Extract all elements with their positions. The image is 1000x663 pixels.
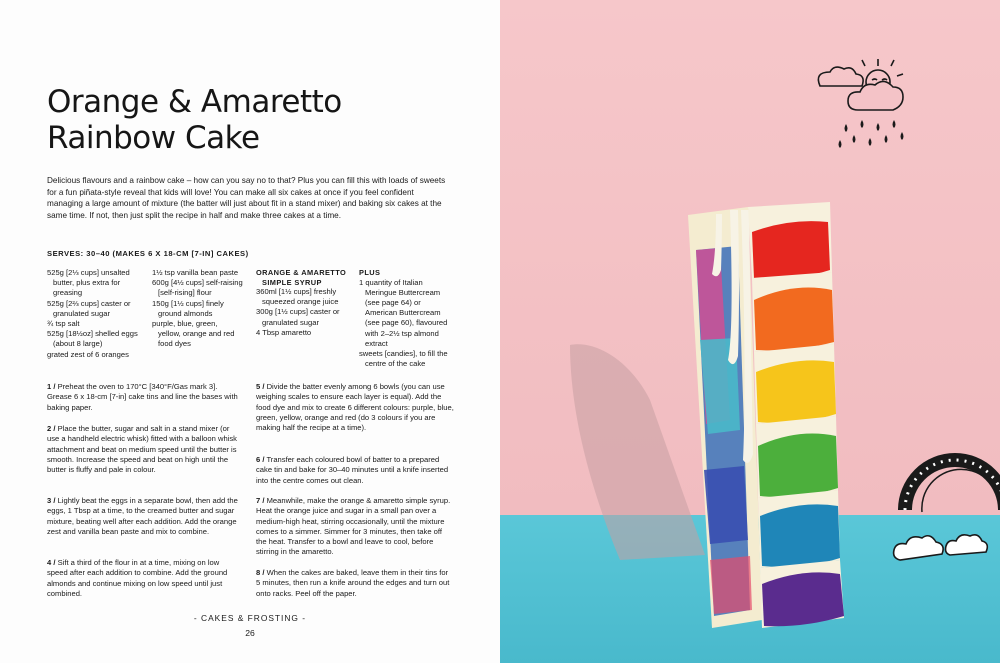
step-number: 1 /	[47, 382, 56, 391]
step-text: Preheat the oven to 170°C [340°F/Gas mark 3]. Grease 6 x 18-cm [7-in] cake tins and line the bases with baking paper.	[47, 382, 238, 412]
step-number: 8 /	[256, 568, 265, 577]
cake-layer-blue	[760, 504, 840, 567]
step-text: Sift a third of the flour in at a time, mixing on low speed after each addition to combine. Add the ground almonds and continue mixing on low speed until just combined.	[47, 558, 228, 598]
rain-drops	[839, 120, 904, 148]
method-step-4	[47, 558, 242, 599]
ingredient-line: with 2–2½ tsp almond	[365, 328, 439, 338]
step-number: 4 /	[47, 558, 56, 567]
cake-photo	[500, 0, 1000, 663]
ingredient-line: squeezed orange juice	[262, 297, 339, 307]
ingredient-line: [self-rising] flour	[158, 288, 212, 298]
step-text: Lightly beat the eggs in a separate bowl, then add the eggs, 1 Tbsp at a time, to the creamed butter and sugar mixture, beating well after each addition. Add the orange zest and vanilla bean paste and mix to combine.	[47, 496, 238, 536]
ingredients-column-3	[256, 268, 358, 338]
method-step-8	[256, 568, 454, 599]
ingredient-line: sweets [candies], to fill the	[359, 348, 448, 358]
recipe-title	[47, 84, 342, 156]
ingredient-line: centre of the cake	[365, 359, 426, 369]
ingredient-line: 150g [1½ cups] finely	[152, 298, 224, 308]
rain-cloud-doodle	[818, 59, 903, 110]
rainbow-cake-slice	[688, 202, 844, 628]
cake-layer-green	[758, 434, 838, 497]
section-footer: - CAKES & FROSTING -	[193, 613, 307, 623]
method-step-5	[256, 382, 454, 433]
ingredient-line: (see page 60), flavoured	[365, 318, 448, 328]
ingredient-line: butter, plus extra for	[53, 278, 121, 288]
ingredient-line: (about 8 large)	[53, 339, 103, 349]
ingredient-line: American Buttercream	[365, 308, 441, 318]
ingredients-column-2	[152, 268, 257, 350]
cake-shadow	[570, 344, 705, 560]
syrup-heading-line-2: SIMPLE SYRUP	[262, 277, 322, 287]
ingredient-line: 1 quantity of Italian	[359, 277, 423, 287]
method-step-6	[256, 455, 454, 486]
ingredient-line: 525g [2⅓ cups] unsalted	[47, 268, 130, 277]
cake-layer-orange	[754, 288, 834, 351]
cake-layer-purple	[762, 572, 844, 626]
plus-heading: PLUS	[359, 268, 381, 277]
step-text: Meanwhile, make the orange & amaretto simple syrup. Heat the orange juice and sugar in a small pan over a medium-high heat, stirring occasionally, until the mixture comes to a simmer. Simmer for 3 minutes, then take off the heat. Transfer to a bowl and leave to cool, before stirring in the amaretto.	[256, 496, 451, 557]
title-line-2: Rainbow Cake	[47, 120, 260, 156]
step-text: Place the butter, sugar and salt in a stand mixer (or use a handheld electric whisk) fitted with a balloon whisk attachment and beat on medium speed until the butter is smooth. Increase the speed and beat on high until the butter is fluffy and pale in colour.	[47, 424, 237, 475]
ingredient-line: 600g [4½ cups] self-raising	[152, 278, 243, 288]
ingredient-line: food dyes	[158, 339, 191, 349]
ingredient-line: yellow, orange and red	[158, 329, 235, 339]
ingredient-line: granulated sugar	[53, 308, 110, 318]
method-step-7	[256, 496, 454, 558]
recipe-intro: Delicious flavours and a rainbow cake – how can you say no to that? Plus you can fill this with loads of sweets for a fun piñata-style reveal that kids will love! You can make all six cakes at once if you feel confident managing a large amount of mixture (the batter will just about fit in a stand mixer) and baking six cakes at the same time. If not, then just split the recipe in half and make three cakes at a time.	[47, 176, 446, 220]
rainbow-doodle	[894, 460, 1000, 560]
ingredient-line: 525g [2⅔ cups] caster or	[47, 298, 131, 308]
step-text: Transfer each coloured bowl of batter to a prepared cake tin and bake for 30–40 minutes until a knife inserted into the centre comes out clean.	[256, 455, 449, 485]
photo-illustration	[500, 0, 1000, 663]
step-number: 6 /	[256, 455, 265, 464]
ingredient-line: 360ml [1½ cups] freshly	[256, 287, 337, 296]
step-number: 5 /	[256, 382, 265, 391]
method-step-1	[47, 382, 242, 413]
ingredients-column-1	[47, 268, 155, 360]
step-number: 3 /	[47, 496, 56, 505]
cake-layer-red	[752, 221, 830, 279]
ingredient-line: ground almonds	[158, 308, 213, 318]
ingredient-line: (see page 64) or	[365, 297, 421, 307]
ingredient-line: greasing	[53, 288, 83, 298]
step-number: 7 /	[256, 496, 265, 505]
ingredient-line: 4 Tbsp amaretto	[256, 327, 312, 337]
step-number: 2 /	[47, 424, 56, 433]
ingredient-line: grated zest of 6 oranges	[47, 349, 129, 359]
syrup-heading-line-1: ORANGE & AMARETTO	[256, 268, 347, 277]
step-text: Divide the batter evenly among 6 bowls (you can use weighing scales to ensure each layer is equal). Add the food dye and mix to create 6 different colours: purple, blue, green, yellow, orange and red (do 3 colours if you are making half the recipe at a time).	[256, 382, 454, 433]
page-number: 26	[245, 628, 255, 638]
cake-layer-yellow	[756, 360, 836, 423]
ingredient-line: 525g [18½oz] shelled eggs	[47, 329, 138, 339]
serves-line: SERVES: 30–40 (MAKES 6 X 18-CM [7-IN] CAKES)	[47, 249, 249, 258]
method-step-2	[47, 424, 242, 475]
step-text: When the cakes are baked, leave them in their tins for 5 minutes, then run a knife around the edges and turn out onto racks. Peel off the paper.	[256, 568, 450, 598]
method-step-3	[47, 496, 242, 537]
ingredient-line: purple, blue, green,	[152, 319, 218, 329]
ingredient-line: extract	[365, 338, 388, 348]
ingredient-line: 300g [1½ cups] caster or	[256, 307, 340, 317]
title-line-1: Orange & Amaretto	[47, 84, 342, 120]
ingredient-line: granulated sugar	[262, 317, 319, 327]
ingredient-line: 1½ tsp vanilla bean paste	[152, 268, 239, 277]
ingredient-line: ¾ tsp salt	[47, 319, 80, 329]
ingredients-column-4	[359, 268, 464, 369]
ingredient-line: Meringue Buttercream	[365, 287, 441, 297]
